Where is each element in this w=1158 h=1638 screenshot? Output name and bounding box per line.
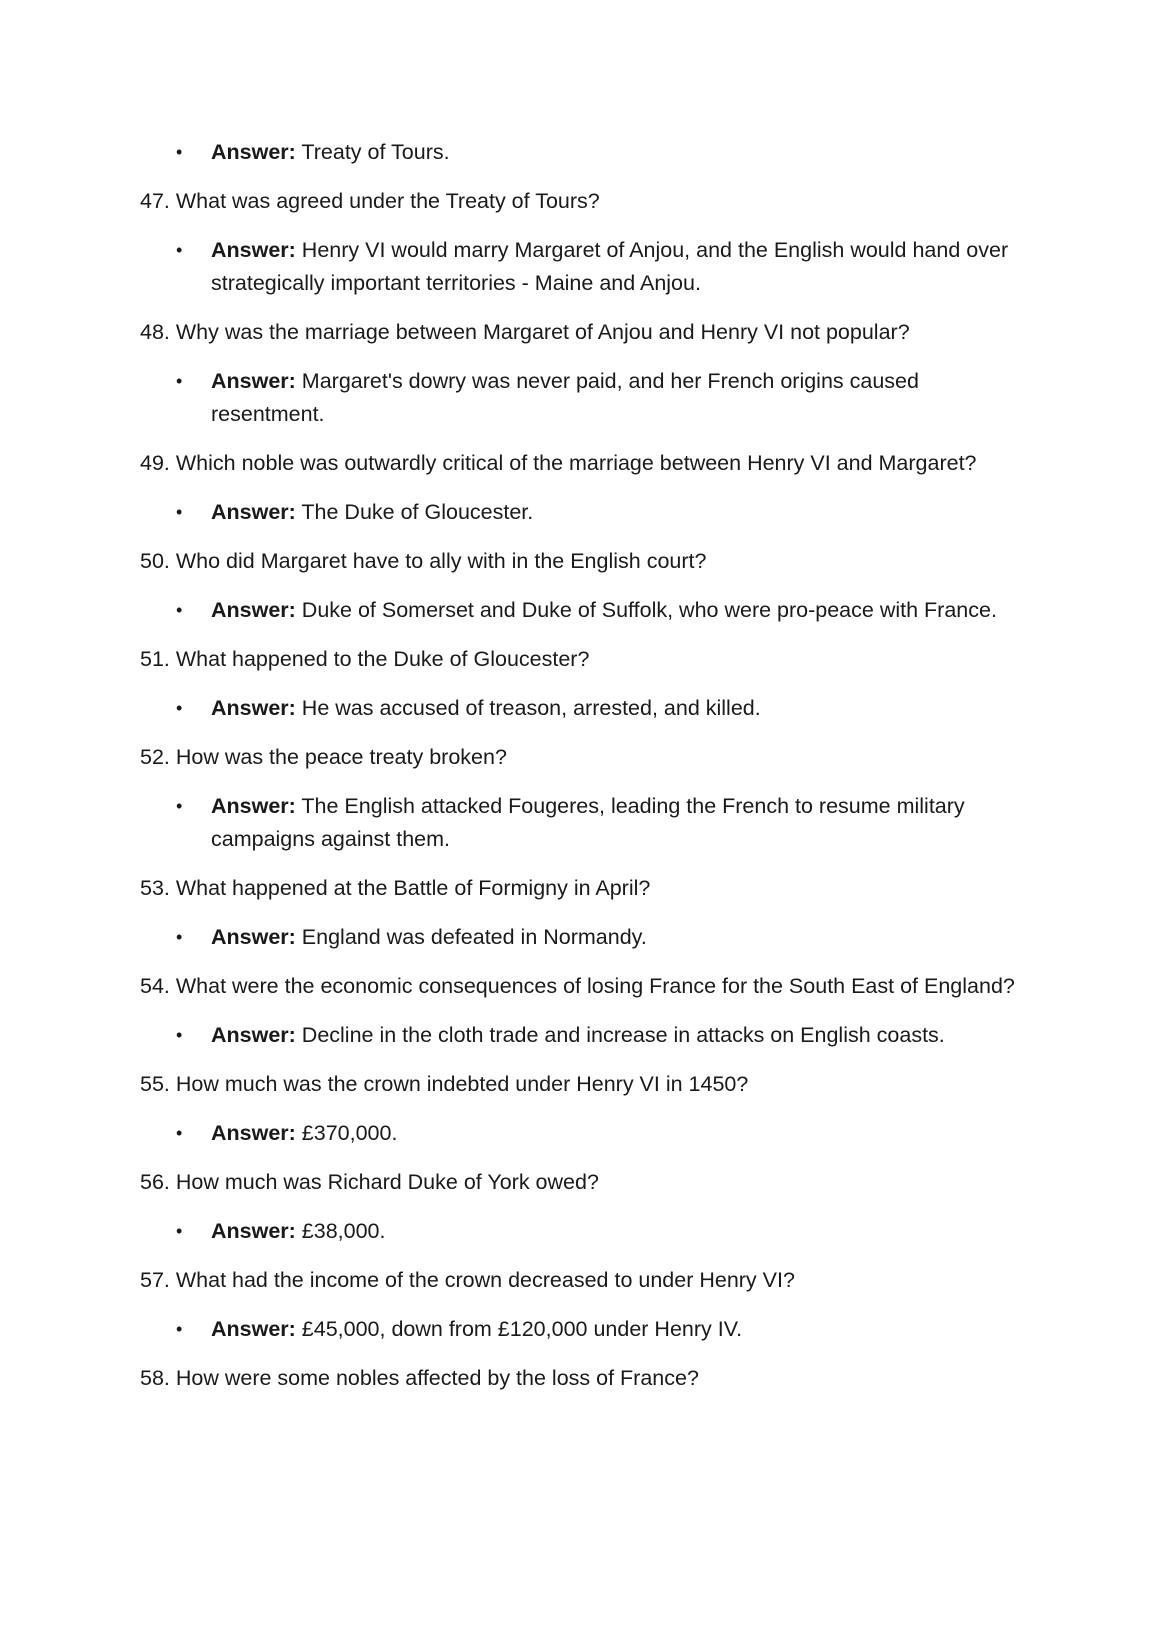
answer-label: Answer: bbox=[211, 794, 296, 818]
answer-label: Answer: bbox=[211, 696, 296, 720]
answer-label: Answer: bbox=[211, 140, 296, 164]
bullet-icon: • bbox=[176, 927, 183, 947]
answer-text: Duke of Somerset and Duke of Suffolk, who were pro-peace with France. bbox=[295, 598, 997, 622]
bullet-icon: • bbox=[176, 1123, 183, 1143]
answer-item bbox=[140, 1215, 1020, 1248]
answer-item bbox=[140, 1313, 1020, 1346]
answer-text: The English attacked Fougeres, leading the French to resume military campaigns against them. bbox=[211, 794, 965, 851]
bullet-icon: • bbox=[176, 1025, 183, 1045]
answer-label: Answer: bbox=[211, 1317, 296, 1341]
question-item: 47. What was agreed under the Treaty of Tours? bbox=[140, 189, 600, 213]
bullet-icon: • bbox=[176, 371, 183, 391]
bullet-icon: • bbox=[176, 600, 183, 620]
bullet-icon: • bbox=[176, 502, 183, 522]
qa-list bbox=[140, 136, 1020, 1411]
answer-text: England was defeated in Normandy. bbox=[295, 925, 647, 949]
question-item: 55. How much was the crown indebted under Henry VI in 1450? bbox=[140, 1072, 749, 1096]
answer-item bbox=[140, 921, 1020, 954]
answer-item bbox=[140, 365, 1020, 431]
answer-item bbox=[140, 1019, 1020, 1052]
answer-label: Answer: bbox=[211, 238, 296, 262]
answer-text: Decline in the cloth trade and increase in attacks on English coasts. bbox=[295, 1023, 945, 1047]
answer-text: He was accused of treason, arrested, and killed. bbox=[295, 696, 761, 720]
answer-text: £38,000. bbox=[295, 1219, 386, 1243]
answer-text: Margaret's dowry was never paid, and her French origins caused resentment. bbox=[211, 369, 919, 426]
answer-label: Answer: bbox=[211, 1219, 296, 1243]
answer-item bbox=[140, 692, 1020, 725]
answer-item bbox=[140, 790, 1020, 856]
question-item: 52. How was the peace treaty broken? bbox=[140, 745, 507, 769]
question-item: 53. What happened at the Battle of Formigny in April? bbox=[140, 876, 651, 900]
answer-text: The Duke of Gloucester. bbox=[295, 500, 534, 524]
question-item: 54. What were the economic consequences of losing France for the South East of England? bbox=[140, 974, 1015, 998]
answer-label: Answer: bbox=[211, 369, 296, 393]
answer-label: Answer: bbox=[211, 598, 296, 622]
answer-text: £45,000, down from £120,000 under Henry IV. bbox=[295, 1317, 743, 1341]
question-item: 51. What happened to the Duke of Gloucester? bbox=[140, 647, 590, 671]
question-item: 57. What had the income of the crown decreased to under Henry VI? bbox=[140, 1268, 795, 1292]
bullet-icon: • bbox=[176, 698, 183, 718]
answer-label: Answer: bbox=[211, 1023, 296, 1047]
answer-item bbox=[140, 1117, 1020, 1150]
question-item: 49. Which noble was outwardly critical of the marriage between Henry VI and Margaret? bbox=[140, 451, 977, 475]
bullet-icon: • bbox=[176, 1319, 183, 1339]
answer-label: Answer: bbox=[211, 1121, 296, 1145]
answer-item bbox=[140, 136, 1020, 169]
question-item: 48. Why was the marriage between Margaret of Anjou and Henry VI not popular? bbox=[140, 320, 910, 344]
bullet-icon: • bbox=[176, 142, 183, 162]
question-item: 50. Who did Margaret have to ally with in the English court? bbox=[140, 549, 707, 573]
bullet-icon: • bbox=[176, 796, 183, 816]
question-item: 56. How much was Richard Duke of York owed? bbox=[140, 1170, 599, 1194]
answer-text: Henry VI would marry Margaret of Anjou, and the English would hand over strategically important territories - Maine and Anjou. bbox=[211, 238, 1009, 295]
answer-item bbox=[140, 594, 1020, 627]
answer-text: Treaty of Tours. bbox=[295, 140, 450, 164]
bullet-icon: • bbox=[176, 240, 183, 260]
answer-item bbox=[140, 496, 1020, 529]
answer-label: Answer: bbox=[211, 925, 296, 949]
answer-item bbox=[140, 234, 1020, 300]
bullet-icon: • bbox=[176, 1221, 183, 1241]
answer-text: £370,000. bbox=[295, 1121, 398, 1145]
question-item: 58. How were some nobles affected by the loss of France? bbox=[140, 1366, 699, 1390]
answer-label: Answer: bbox=[211, 500, 296, 524]
